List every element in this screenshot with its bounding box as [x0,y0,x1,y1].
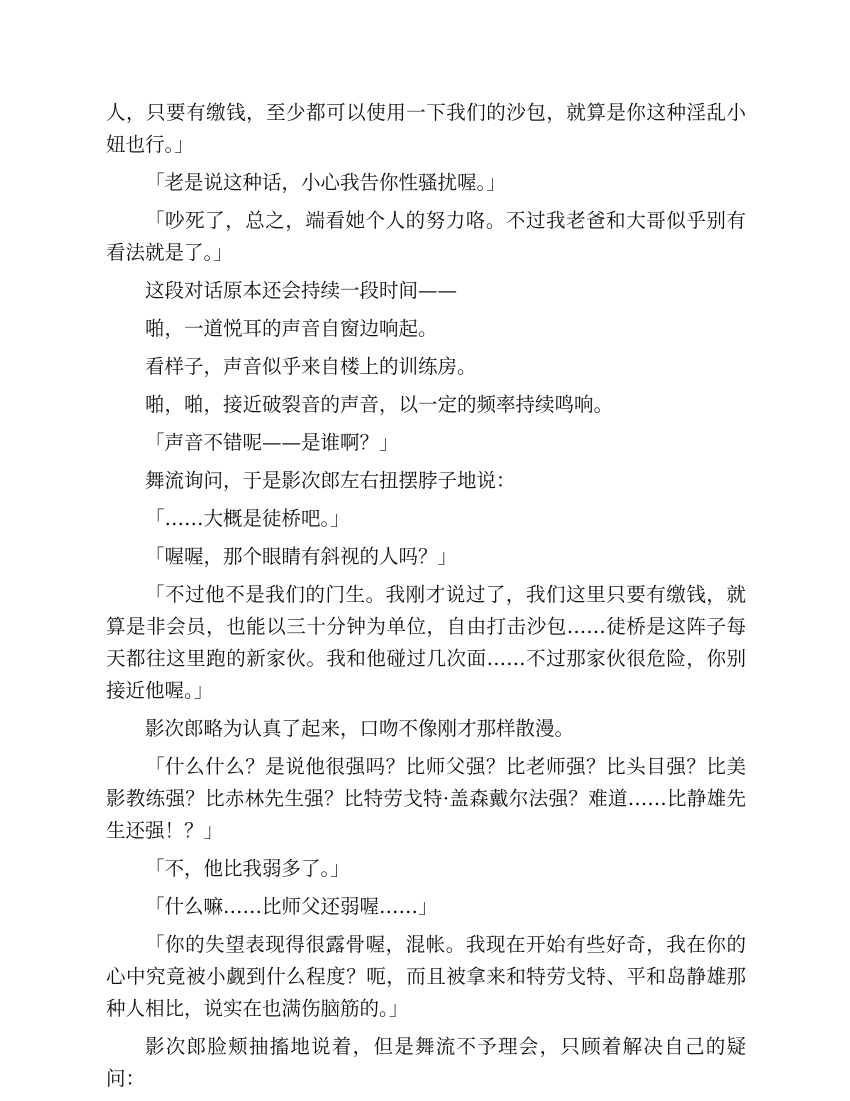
paragraph-12: 「不过他不是我们的门生。我刚才说过了，我们这里只要有缴钱，就算是非会员，也能以三十分钟为单位，自由打击沙包……徒桥是这阵子每天都往这里跑的新家伙。我和他碰过几次面……不过那家伙很危险，你别接近他喔。」 [106,583,746,702]
paragraph-7: 啪，啪，接近破裂音的声音，以一定的频率持续鸣响。 [145,393,614,416]
paragraph-18: 影次郎脸颊抽搐地说着，但是舞流不予理会，只顾着解决自己的疑问： [106,1035,746,1090]
paragraph-14: 「什么什么？是说他很强吗？比师父强？比老师强？比头目强？比美影教练强？比赤林先生强？比特劳戈特·盖森戴尔法强？难道……比静雄先生还强！？」 [106,755,746,842]
paragraph-17: 「你的失望表现得很露骨喔，混帐。我现在开始有些好奇，我在你的心中究竟被小觑到什么程度？呃，而且被拿来和特劳戈特、平和岛静雄那种人相比，说实在也满伤脑筋的。」 [106,933,746,1020]
paragraph-6: 看样子，声音似乎来自楼上的训练房。 [145,355,477,378]
text-body [106,97,746,1101]
paragraph-8: 「声音不错呢——是谁啊？」 [145,431,399,454]
paragraph-16: 「什么嘛……比师父还弱喔……」 [145,895,438,918]
paragraph-1: 人，只要有缴钱，至少都可以使用一下我们的沙包，就算是你这种淫乱小妞也行。」 [106,101,746,156]
paragraph-9: 舞流询问，于是影次郎左右扭摆脖子地说： [145,469,516,492]
paragraph-4: 这段对话原本还会持续一段时间—— [145,279,458,302]
paragraph-2: 「老是说这种话，小心我告你性骚扰喔。」 [145,171,506,194]
paragraph-15: 「不，他比我弱多了。」 [145,857,350,880]
paragraph-3: 「吵死了，总之，端看她个人的努力咯。不过我老爸和大哥似乎别有看法就是了。」 [106,209,746,264]
paragraph-11: 「喔喔，那个眼睛有斜视的人吗？」 [145,545,458,568]
paragraph-10: 「……大概是徒桥吧。」 [145,507,350,530]
paragraph-5: 啪，一道悦耳的声音自窗边响起。 [145,317,438,340]
paragraph-13: 影次郎略为认真了起来，口吻不像刚才那样散漫。 [145,717,575,740]
